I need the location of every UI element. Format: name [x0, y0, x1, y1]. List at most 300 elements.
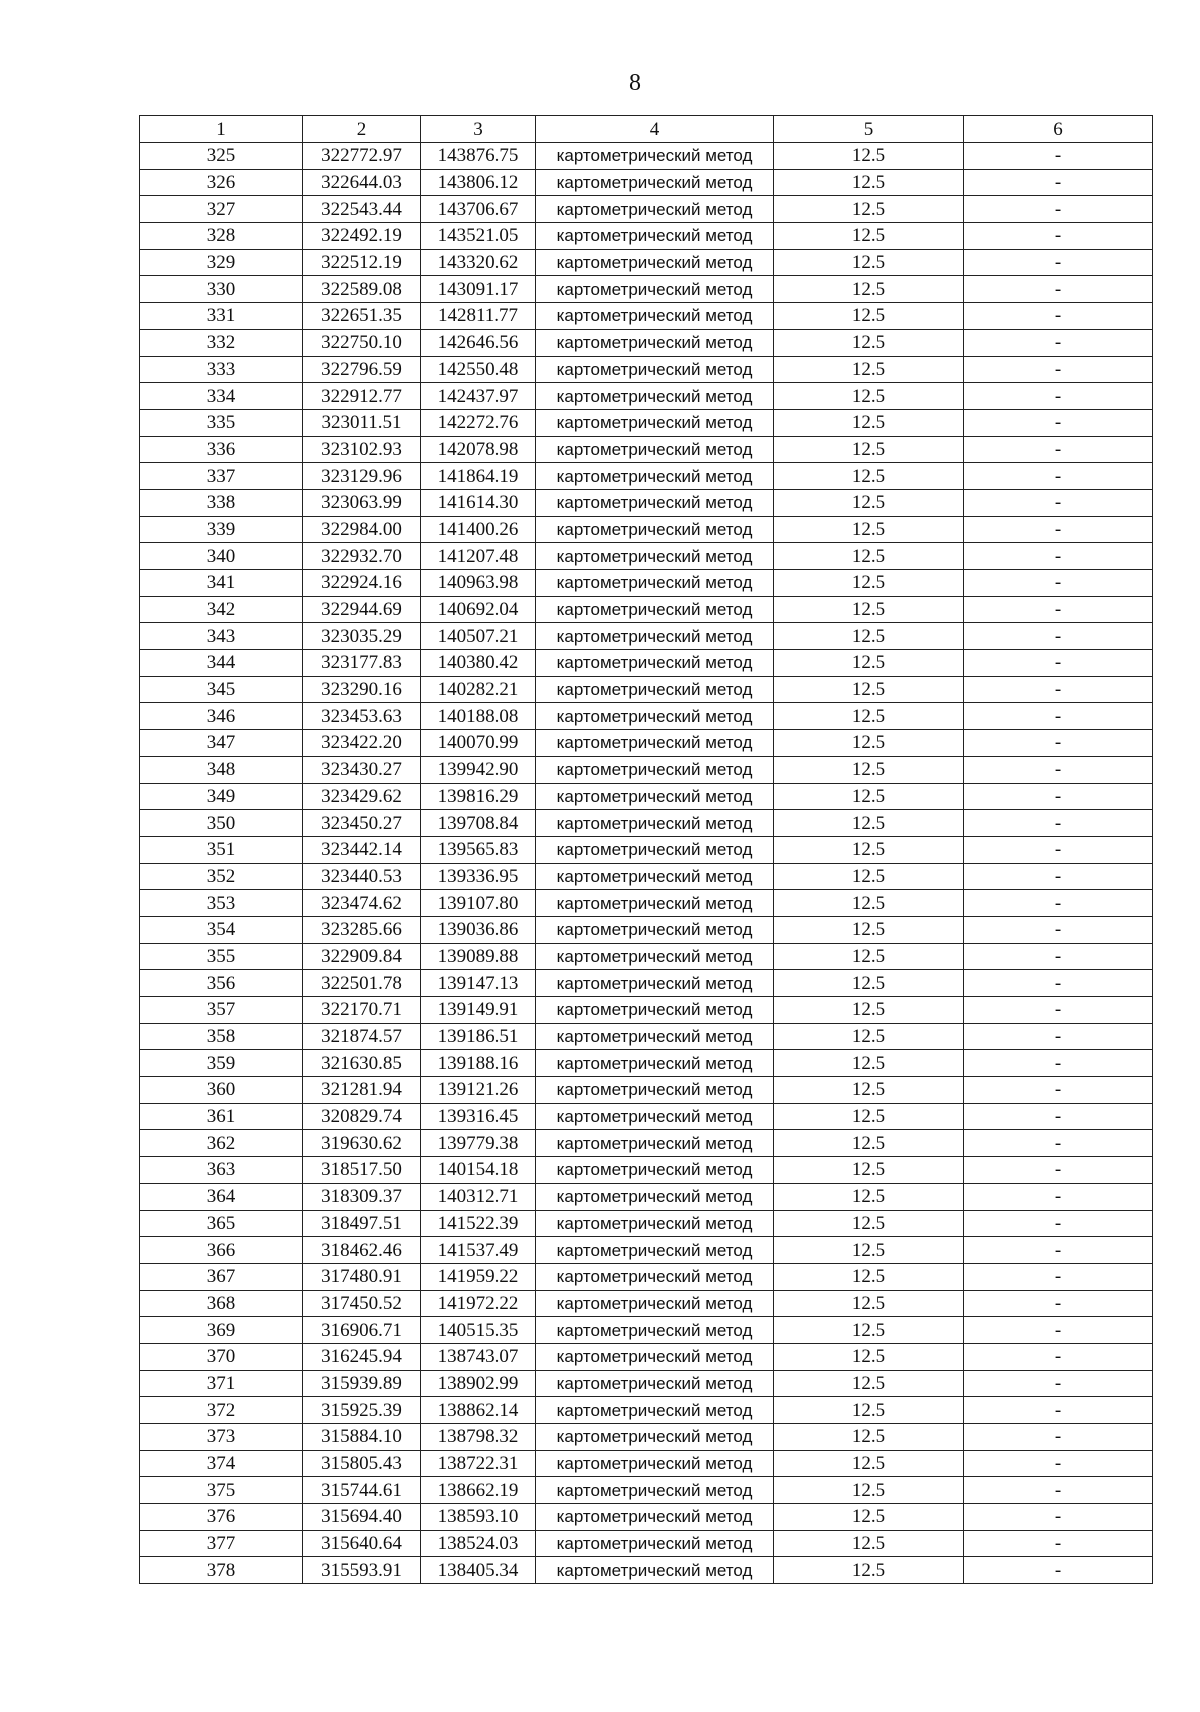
cell-coord-y: 139121.26: [421, 1077, 536, 1104]
cell-accuracy: 12.5: [774, 1183, 964, 1210]
cell-accuracy: 12.5: [774, 1050, 964, 1077]
cell-coord-x: 318462.46: [303, 1237, 421, 1264]
cell-coord-x: 319630.62: [303, 1130, 421, 1157]
cell-method: картометрический метод: [536, 1557, 774, 1584]
cell-note: -: [964, 1557, 1153, 1584]
cell-coord-x: 322912.77: [303, 383, 421, 410]
cell-accuracy: 12.5: [774, 890, 964, 917]
cell-method: картометрический метод: [536, 1290, 774, 1317]
table-row: [140, 1237, 1153, 1264]
cell-point-number: 332: [140, 329, 303, 356]
cell-method: картометрический метод: [536, 863, 774, 890]
cell-coord-y: 141400.26: [421, 516, 536, 543]
cell-point-number: 356: [140, 970, 303, 997]
cell-note: -: [964, 409, 1153, 436]
cell-coord-y: 138524.03: [421, 1530, 536, 1557]
cell-coord-y: 140312.71: [421, 1183, 536, 1210]
cell-coord-y: 140692.04: [421, 596, 536, 623]
cell-method: картометрический метод: [536, 703, 774, 730]
table-row: [140, 890, 1153, 917]
cell-coord-x: 323102.93: [303, 436, 421, 463]
table-row: [140, 1210, 1153, 1237]
cell-coord-x: 323422.20: [303, 730, 421, 757]
cell-coord-y: 138662.19: [421, 1477, 536, 1504]
cell-point-number: 377: [140, 1530, 303, 1557]
cell-note: -: [964, 1157, 1153, 1184]
cell-coord-y: 138902.99: [421, 1370, 536, 1397]
cell-method: картометрический метод: [536, 1343, 774, 1370]
cell-point-number: 348: [140, 756, 303, 783]
cell-point-number: 326: [140, 169, 303, 196]
cell-accuracy: 12.5: [774, 1263, 964, 1290]
cell-coord-y: 139816.29: [421, 783, 536, 810]
table-row: [140, 1504, 1153, 1531]
table-row: [140, 1103, 1153, 1130]
cell-coord-x: 317450.52: [303, 1290, 421, 1317]
cell-accuracy: 12.5: [774, 1290, 964, 1317]
cell-note: -: [964, 1237, 1153, 1264]
cell-note: -: [964, 1370, 1153, 1397]
cell-method: картометрический метод: [536, 756, 774, 783]
cell-coord-x: 320829.74: [303, 1103, 421, 1130]
cell-note: -: [964, 303, 1153, 330]
cell-accuracy: 12.5: [774, 1397, 964, 1424]
cell-coord-x: 322984.00: [303, 516, 421, 543]
table-row: [140, 1077, 1153, 1104]
cell-point-number: 334: [140, 383, 303, 410]
cell-note: -: [964, 570, 1153, 597]
table-row: [140, 676, 1153, 703]
cell-coord-x: 322932.70: [303, 543, 421, 570]
header-row: [140, 116, 1153, 143]
table-row: [140, 836, 1153, 863]
cell-method: картометрический метод: [536, 1077, 774, 1104]
cell-point-number: 372: [140, 1397, 303, 1424]
cell-accuracy: 12.5: [774, 463, 964, 490]
table-row: [140, 1477, 1153, 1504]
cell-accuracy: 12.5: [774, 623, 964, 650]
header-col-2: 2: [303, 116, 421, 143]
cell-coord-x: 316906.71: [303, 1317, 421, 1344]
cell-accuracy: 12.5: [774, 1370, 964, 1397]
cell-point-number: 376: [140, 1504, 303, 1531]
cell-point-number: 352: [140, 863, 303, 890]
table-row: [140, 756, 1153, 783]
cell-point-number: 344: [140, 650, 303, 677]
cell-accuracy: 12.5: [774, 169, 964, 196]
cell-method: картометрический метод: [536, 436, 774, 463]
header-col-4: 4: [536, 116, 774, 143]
cell-coord-y: 143706.67: [421, 196, 536, 223]
cell-accuracy: 12.5: [774, 1077, 964, 1104]
cell-method: картометрический метод: [536, 1130, 774, 1157]
cell-method: картометрический метод: [536, 276, 774, 303]
cell-coord-x: 315694.40: [303, 1504, 421, 1531]
cell-coord-x: 322501.78: [303, 970, 421, 997]
cell-coord-x: 323442.14: [303, 836, 421, 863]
table-row: [140, 863, 1153, 890]
cell-accuracy: 12.5: [774, 1317, 964, 1344]
cell-point-number: 371: [140, 1370, 303, 1397]
cell-coord-x: 318497.51: [303, 1210, 421, 1237]
cell-note: -: [964, 249, 1153, 276]
cell-method: картометрический метод: [536, 623, 774, 650]
cell-note: -: [964, 783, 1153, 810]
table-row: [140, 997, 1153, 1024]
cell-note: -: [964, 1183, 1153, 1210]
cell-point-number: 347: [140, 730, 303, 757]
cell-coord-y: 140188.08: [421, 703, 536, 730]
cell-note: -: [964, 196, 1153, 223]
cell-method: картометрический метод: [536, 1183, 774, 1210]
cell-note: -: [964, 703, 1153, 730]
cell-note: -: [964, 1130, 1153, 1157]
cell-coord-y: 141864.19: [421, 463, 536, 490]
cell-note: -: [964, 1317, 1153, 1344]
cell-coord-x: 322796.59: [303, 356, 421, 383]
cell-coord-x: 316245.94: [303, 1343, 421, 1370]
cell-coord-y: 139149.91: [421, 997, 536, 1024]
cell-accuracy: 12.5: [774, 596, 964, 623]
cell-point-number: 329: [140, 249, 303, 276]
table-row: [140, 783, 1153, 810]
cell-point-number: 354: [140, 916, 303, 943]
table-row: [140, 1317, 1153, 1344]
table-row: [140, 249, 1153, 276]
cell-coord-y: 142078.98: [421, 436, 536, 463]
cell-method: картометрический метод: [536, 570, 774, 597]
cell-coord-x: 315805.43: [303, 1450, 421, 1477]
cell-accuracy: 12.5: [774, 1237, 964, 1264]
cell-accuracy: 12.5: [774, 1023, 964, 1050]
cell-coord-x: 323035.29: [303, 623, 421, 650]
cell-note: -: [964, 516, 1153, 543]
cell-method: картометрический метод: [536, 730, 774, 757]
cell-coord-y: 138798.32: [421, 1424, 536, 1451]
cell-note: -: [964, 489, 1153, 516]
cell-accuracy: 12.5: [774, 676, 964, 703]
cell-coord-y: 139036.86: [421, 916, 536, 943]
cell-note: -: [964, 1263, 1153, 1290]
cell-method: картометрический метод: [536, 997, 774, 1024]
cell-accuracy: 12.5: [774, 997, 964, 1024]
cell-coord-x: 323285.66: [303, 916, 421, 943]
cell-method: картометрический метод: [536, 1050, 774, 1077]
cell-method: картометрический метод: [536, 489, 774, 516]
cell-accuracy: 12.5: [774, 383, 964, 410]
cell-coord-x: 323011.51: [303, 409, 421, 436]
cell-method: картометрический метод: [536, 916, 774, 943]
table-row: [140, 1130, 1153, 1157]
cell-coord-y: 141537.49: [421, 1237, 536, 1264]
cell-method: картометрический метод: [536, 943, 774, 970]
table-row: [140, 1183, 1153, 1210]
cell-note: -: [964, 463, 1153, 490]
cell-accuracy: 12.5: [774, 516, 964, 543]
cell-method: картометрический метод: [536, 409, 774, 436]
cell-method: картометрический метод: [536, 329, 774, 356]
cell-note: -: [964, 1210, 1153, 1237]
cell-note: -: [964, 650, 1153, 677]
cell-point-number: 358: [140, 1023, 303, 1050]
cell-point-number: 368: [140, 1290, 303, 1317]
cell-accuracy: 12.5: [774, 756, 964, 783]
table-row: [140, 943, 1153, 970]
cell-coord-x: 323429.62: [303, 783, 421, 810]
cell-note: -: [964, 810, 1153, 837]
cell-accuracy: 12.5: [774, 703, 964, 730]
cell-note: -: [964, 543, 1153, 570]
cell-coord-y: 138743.07: [421, 1343, 536, 1370]
cell-point-number: 338: [140, 489, 303, 516]
cell-note: -: [964, 1050, 1153, 1077]
cell-coord-x: 322543.44: [303, 196, 421, 223]
cell-point-number: 330: [140, 276, 303, 303]
cell-accuracy: 12.5: [774, 970, 964, 997]
cell-coord-x: 322909.84: [303, 943, 421, 970]
cell-point-number: 349: [140, 783, 303, 810]
cell-coord-x: 322589.08: [303, 276, 421, 303]
cell-accuracy: 12.5: [774, 1130, 964, 1157]
header-col-1: 1: [140, 116, 303, 143]
table-row: [140, 1263, 1153, 1290]
table-row: [140, 703, 1153, 730]
cell-point-number: 331: [140, 303, 303, 330]
cell-coord-x: 315925.39: [303, 1397, 421, 1424]
cell-coord-x: 323129.96: [303, 463, 421, 490]
cell-accuracy: 12.5: [774, 489, 964, 516]
cell-note: -: [964, 356, 1153, 383]
cell-coord-x: 323177.83: [303, 650, 421, 677]
cell-method: картометрический метод: [536, 1477, 774, 1504]
cell-accuracy: 12.5: [774, 223, 964, 250]
cell-accuracy: 12.5: [774, 1530, 964, 1557]
table-row: [140, 436, 1153, 463]
cell-point-number: 337: [140, 463, 303, 490]
cell-point-number: 375: [140, 1477, 303, 1504]
table-row: [140, 970, 1153, 997]
cell-method: картометрический метод: [536, 810, 774, 837]
cell-coord-y: 142272.76: [421, 409, 536, 436]
cell-method: картометрический метод: [536, 1370, 774, 1397]
table-row: [140, 1343, 1153, 1370]
cell-point-number: 373: [140, 1424, 303, 1451]
table-row: [140, 570, 1153, 597]
cell-coord-y: 139186.51: [421, 1023, 536, 1050]
cell-accuracy: 12.5: [774, 276, 964, 303]
cell-coord-y: 138862.14: [421, 1397, 536, 1424]
cell-coord-y: 142550.48: [421, 356, 536, 383]
cell-point-number: 343: [140, 623, 303, 650]
cell-point-number: 361: [140, 1103, 303, 1130]
cell-coord-x: 322512.19: [303, 249, 421, 276]
cell-note: -: [964, 1290, 1153, 1317]
header-col-5: 5: [774, 116, 964, 143]
table-row: [140, 463, 1153, 490]
cell-point-number: 328: [140, 223, 303, 250]
table-row: [140, 329, 1153, 356]
cell-coord-y: 141522.39: [421, 1210, 536, 1237]
cell-point-number: 366: [140, 1237, 303, 1264]
cell-note: -: [964, 383, 1153, 410]
cell-coord-x: 323063.99: [303, 489, 421, 516]
cell-note: -: [964, 223, 1153, 250]
table-row: [140, 383, 1153, 410]
cell-method: картометрический метод: [536, 1157, 774, 1184]
cell-method: картометрический метод: [536, 783, 774, 810]
cell-method: картометрический метод: [536, 1023, 774, 1050]
cell-method: картометрический метод: [536, 596, 774, 623]
cell-coord-y: 140070.99: [421, 730, 536, 757]
cell-coord-y: 141614.30: [421, 489, 536, 516]
cell-coord-x: 322170.71: [303, 997, 421, 1024]
cell-method: картометрический метод: [536, 303, 774, 330]
cell-method: картометрический метод: [536, 970, 774, 997]
cell-coord-y: 142437.97: [421, 383, 536, 410]
cell-coord-y: 143521.05: [421, 223, 536, 250]
cell-coord-x: 322924.16: [303, 570, 421, 597]
table-row: [140, 143, 1153, 170]
cell-accuracy: 12.5: [774, 409, 964, 436]
cell-accuracy: 12.5: [774, 303, 964, 330]
cell-accuracy: 12.5: [774, 730, 964, 757]
cell-accuracy: 12.5: [774, 1477, 964, 1504]
cell-coord-x: 322772.97: [303, 143, 421, 170]
cell-accuracy: 12.5: [774, 1504, 964, 1531]
table-row: [140, 730, 1153, 757]
cell-point-number: 346: [140, 703, 303, 730]
cell-coord-y: 143806.12: [421, 169, 536, 196]
cell-method: картометрический метод: [536, 1103, 774, 1130]
cell-accuracy: 12.5: [774, 1103, 964, 1130]
cell-note: -: [964, 276, 1153, 303]
cell-note: -: [964, 890, 1153, 917]
cell-note: -: [964, 1023, 1153, 1050]
cell-coord-y: 140507.21: [421, 623, 536, 650]
cell-accuracy: 12.5: [774, 916, 964, 943]
table-row: [140, 1557, 1153, 1584]
cell-coord-x: 315744.61: [303, 1477, 421, 1504]
cell-note: -: [964, 596, 1153, 623]
cell-accuracy: 12.5: [774, 810, 964, 837]
cell-coord-y: 139089.88: [421, 943, 536, 970]
cell-accuracy: 12.5: [774, 1157, 964, 1184]
cell-method: картометрический метод: [536, 383, 774, 410]
header-col-3: 3: [421, 116, 536, 143]
cell-point-number: 374: [140, 1450, 303, 1477]
cell-point-number: 357: [140, 997, 303, 1024]
cell-point-number: 325: [140, 143, 303, 170]
cell-coord-x: 315939.89: [303, 1370, 421, 1397]
cell-note: -: [964, 916, 1153, 943]
cell-coord-y: 142811.77: [421, 303, 536, 330]
cell-coord-y: 139147.13: [421, 970, 536, 997]
cell-accuracy: 12.5: [774, 543, 964, 570]
cell-method: картометрический метод: [536, 1397, 774, 1424]
cell-coord-x: 323453.63: [303, 703, 421, 730]
cell-coord-x: 322651.35: [303, 303, 421, 330]
cell-note: -: [964, 143, 1153, 170]
cell-point-number: 345: [140, 676, 303, 703]
cell-note: -: [964, 623, 1153, 650]
cell-coord-y: 141959.22: [421, 1263, 536, 1290]
cell-coord-x: 318309.37: [303, 1183, 421, 1210]
cell-method: картометрический метод: [536, 516, 774, 543]
cell-coord-x: 318517.50: [303, 1157, 421, 1184]
cell-coord-y: 139708.84: [421, 810, 536, 837]
cell-method: картометрический метод: [536, 249, 774, 276]
cell-accuracy: 12.5: [774, 836, 964, 863]
cell-note: -: [964, 943, 1153, 970]
cell-method: картометрический метод: [536, 650, 774, 677]
table-row: [140, 1370, 1153, 1397]
cell-note: -: [964, 1397, 1153, 1424]
table-row: [140, 489, 1153, 516]
cell-note: -: [964, 1477, 1153, 1504]
cell-method: картометрический метод: [536, 196, 774, 223]
cell-method: картометрический метод: [536, 463, 774, 490]
cell-point-number: 339: [140, 516, 303, 543]
cell-coord-y: 141972.22: [421, 1290, 536, 1317]
cell-point-number: 342: [140, 596, 303, 623]
cell-coord-y: 142646.56: [421, 329, 536, 356]
table-row: [140, 596, 1153, 623]
cell-accuracy: 12.5: [774, 143, 964, 170]
cell-note: -: [964, 1424, 1153, 1451]
table-row: [140, 1023, 1153, 1050]
cell-coord-x: 322492.19: [303, 223, 421, 250]
cell-accuracy: 12.5: [774, 1450, 964, 1477]
cell-method: картометрический метод: [536, 223, 774, 250]
cell-note: -: [964, 730, 1153, 757]
cell-method: картометрический метод: [536, 1210, 774, 1237]
cell-coord-x: 323440.53: [303, 863, 421, 890]
cell-point-number: 327: [140, 196, 303, 223]
cell-coord-x: 317480.91: [303, 1263, 421, 1290]
cell-coord-x: 322644.03: [303, 169, 421, 196]
cell-point-number: 365: [140, 1210, 303, 1237]
cell-point-number: 335: [140, 409, 303, 436]
table-row: [140, 916, 1153, 943]
table-body: [140, 143, 1153, 1584]
cell-accuracy: 12.5: [774, 943, 964, 970]
cell-coord-y: 139107.80: [421, 890, 536, 917]
cell-coord-y: 138405.34: [421, 1557, 536, 1584]
cell-method: картометрический метод: [536, 890, 774, 917]
cell-method: картометрический метод: [536, 1263, 774, 1290]
header-col-6: 6: [964, 116, 1153, 143]
cell-point-number: 369: [140, 1317, 303, 1344]
table-row: [140, 623, 1153, 650]
cell-method: картометрический метод: [536, 676, 774, 703]
cell-coord-x: 322944.69: [303, 596, 421, 623]
cell-coord-x: 321874.57: [303, 1023, 421, 1050]
cell-coord-x: 322750.10: [303, 329, 421, 356]
cell-note: -: [964, 836, 1153, 863]
cell-method: картометрический метод: [536, 1504, 774, 1531]
cell-accuracy: 12.5: [774, 1343, 964, 1370]
cell-accuracy: 12.5: [774, 650, 964, 677]
cell-coord-x: 323430.27: [303, 756, 421, 783]
cell-method: картометрический метод: [536, 543, 774, 570]
cell-coord-y: 138722.31: [421, 1450, 536, 1477]
cell-method: картометрический метод: [536, 143, 774, 170]
page-number: 8: [629, 70, 641, 96]
cell-coord-x: 315640.64: [303, 1530, 421, 1557]
cell-note: -: [964, 1343, 1153, 1370]
cell-point-number: 359: [140, 1050, 303, 1077]
cell-point-number: 360: [140, 1077, 303, 1104]
